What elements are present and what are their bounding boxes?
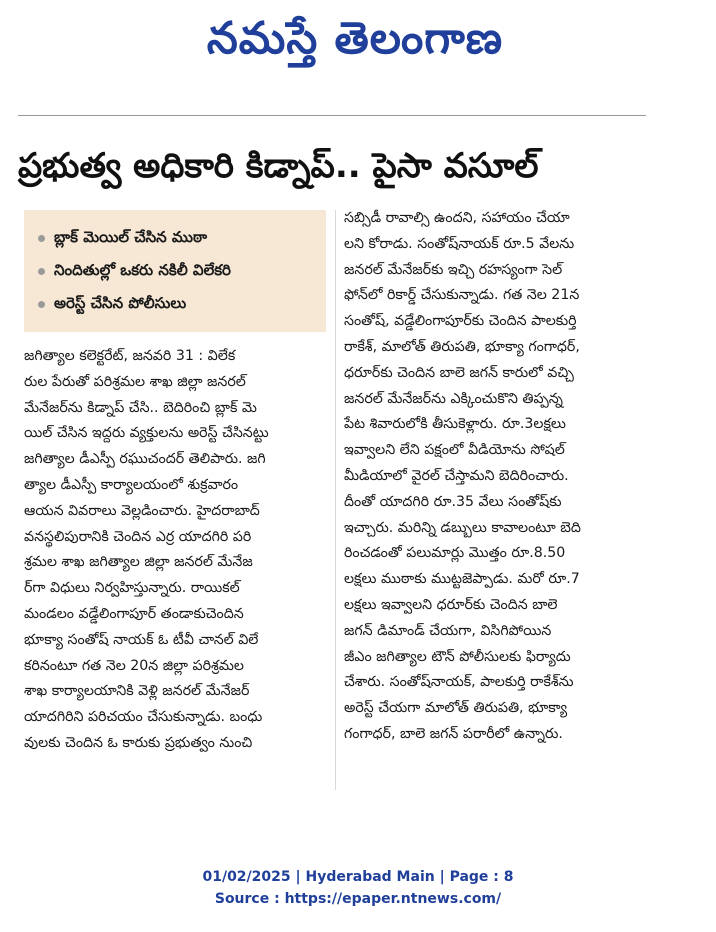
article-line: యాదగిరిని పరిచయం చేసుకున్నాడు. బంధు (24, 709, 263, 726)
article-line: జగన్ డిమాండ్ చేయగా, విసిగిపోయిన (344, 622, 552, 639)
article-line: జనరల్ మేనేజర్‌ను ఎక్కించుకొని తిప్పన్న (344, 390, 563, 407)
newspaper-masthead: నమస్తే తెలంగాణ (206, 13, 504, 64)
article-line: శ్రమల శాఖ జగిత్యాల జిల్లా జనరల్ మేనేజ (24, 554, 253, 571)
article-line: లక్షలు ముఠాకు ముట్టజెప్పాడు. మరో రూ.7 (344, 571, 580, 588)
article-line: శాఖ కార్యాలయానికి వెళ్లి జనరల్ మేనేజర్ (24, 683, 250, 700)
article-line: మీడియాలో వైరల్ చేస్తామని బెదిరించారు. (344, 467, 569, 484)
article-line: జీఎం జగిత్యాల టౌన్ పోలీసులకు ఫిర్యాదు (344, 648, 571, 665)
masthead-divider (18, 115, 646, 116)
article-line: కరినంటూ గత నెల 20న జిల్లా పరిశ్రమల (24, 657, 244, 674)
article-line: రాకేశ్, మాలోత్ తిరుపతి, భూక్యా గంగాధర్, (344, 338, 580, 355)
bullet-icon (38, 268, 45, 275)
highlight-text: నిందితుల్లో ఒకరు నకిలీ విలేకరి (54, 260, 231, 279)
highlights-box (24, 210, 326, 332)
column-divider (335, 210, 336, 790)
article-line: యిల్ చేసిన ఇద్దరు వ్యక్తులను అరెస్ట్ చేసినట్టు (24, 425, 269, 442)
highlight-item (38, 255, 320, 288)
article-line: ఇవ్వాలని లేని పక్షంలో వీడియోను సోషల్ (344, 442, 565, 459)
article-column-left (24, 344, 326, 757)
article-line: అరెస్ట్ చేయగా మాలోత్ తిరుపతి, భూక్యా (344, 700, 568, 717)
highlight-item (38, 288, 320, 321)
bullet-icon (38, 235, 45, 242)
source-link[interactable]: Source : https://epaper.ntnews.com/ (214, 891, 502, 907)
article-line: ధరూర్‌కు చెందిన బాలె జగన్ కారులో వచ్చి (344, 364, 574, 381)
article-line: ఇచ్చారు. మరిన్ని డబ్బులు కావాలంటూ బెది (344, 519, 581, 536)
article-line: గంగాధర్, బాలె జగన్ పరారీలో ఉన్నారు. (344, 725, 563, 742)
bullet-icon (38, 301, 45, 308)
article-line: పేట శివారులోకి తీసుకెళ్లారు. రూ.3లక్షలు (344, 416, 566, 433)
article-line: జగిత్యాల కలెక్టరేట్, జనవరి 31 : విలేక (24, 348, 236, 364)
article-line: ఫోన్‌లో రికార్డ్ చేసుకున్నాడు. గత నెల 21న (344, 287, 580, 304)
article-column-right (344, 206, 648, 748)
highlight-text: బ్లాక్ మెయిల్ చేసిన ముఠా (54, 227, 208, 246)
highlight-item (38, 222, 320, 255)
article-line: జనరల్ మేనేజర్‌కు ఇచ్చి రహస్యంగా సెల్ (344, 261, 563, 278)
article-line: చేశారు. సంతోష్‌నాయక్, పాలకుర్తి రాకేశ్‌ను (344, 674, 574, 691)
article-line: లక్షలు ఇవ్వాలని ధరూర్‌కు చెందిన బాలె (344, 596, 558, 613)
article-line: ఆయన వివరాలు వెల్లడించారు. హైదరాబాద్ (24, 502, 260, 519)
article-line: రుల పేరుతో పరిశ్రమల శాఖ జిల్లా జనరల్ (24, 373, 246, 390)
highlight-text: అరెస్ట్ చేసిన పోలీసులు (54, 293, 187, 312)
article-line: జగిత్యాల డీఎస్పీ రఘుచందర్ తెలిపారు. జగి (24, 451, 266, 468)
article-line: సబ్సిడీ రావాల్సి ఉందని, సహాయం చేయా (344, 210, 570, 226)
article-line: మేనేజర్‌ను కిడ్నాప్ చేసి.. బెదిరించి బ్లాక్ మె (24, 399, 257, 416)
article-line: లని కోరాడు. సంతోష్‌నాయక్ రూ.5 వేలను (344, 235, 575, 252)
article-line: ర్‌గా విధులు నిర్వహిస్తున్నారు. రాయికల్ (24, 580, 240, 597)
article-line: సంతోష్, వడ్డేలింగాపూర్‌కు చెందిన పాలకుర్తి (344, 313, 577, 330)
article-line: దీంతో యాదగిరి రూ.35 వేలు సంతోష్‌కు (344, 493, 562, 510)
article-line: మండలం వడ్డేలింగాపూర్ తండాకుచెందిన (24, 605, 244, 622)
article-headline (18, 140, 646, 192)
page-footer (0, 866, 716, 910)
article-line: వులకు చెందిన ఓ కారుకు ప్రభుత్వం నుంచి (24, 734, 253, 751)
article-line: త్యాల డీఎస్పీ కార్యాలయంలో శుక్రవారం (24, 476, 239, 493)
article-line: భూక్యా సంతోష్ నాయక్ ఓ టీవీ చానల్ విలే (24, 631, 259, 648)
headline-text: ప్రభుత్వ అధికారి కిడ్నాప్.. పైసా వసూల్ (18, 146, 539, 186)
article-line: రించడంతో పలుమార్లు మొత్తం రూ.8.50 (344, 545, 566, 562)
edition-info: 01/02/2025 | Hyderabad Main | Page : 8 (202, 869, 514, 885)
article-line: వనస్థలిపురానికి చెందిన ఎర్ర యాదగిరి పరి (24, 528, 252, 545)
